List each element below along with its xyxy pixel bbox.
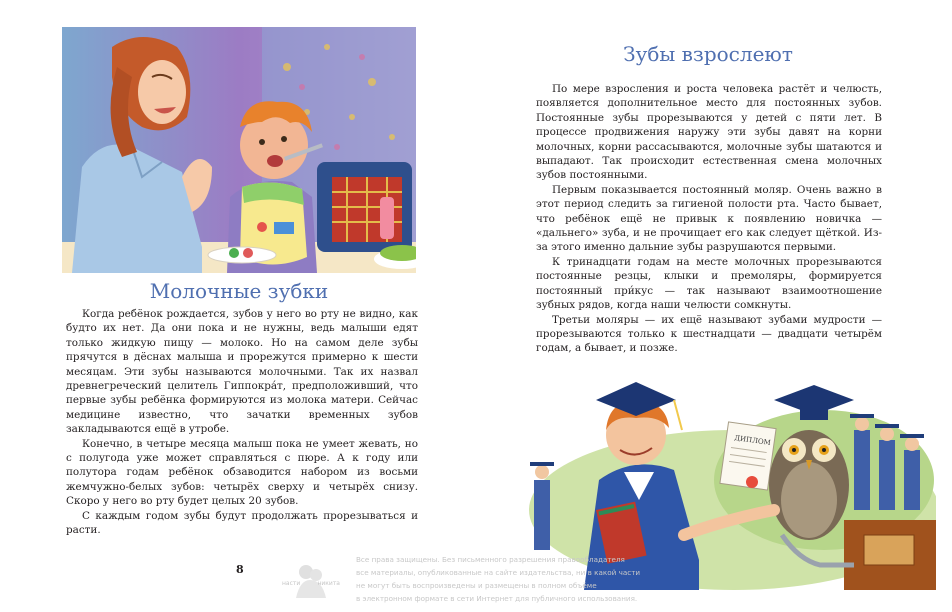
body-text	[66, 307, 418, 538]
logo-word: насти	[282, 580, 301, 587]
paragraph: Первым показывается постоянный моляр. Очень важно в этот период следить за гигиеной полости рта. Часто бывает, что ребёнок ещё не привык к появлению новичка — «дальнего» зуба, и не прочищает его как следует щёткой. Из-за этого именно дальние зубы разрушаются первыми.	[536, 183, 882, 254]
paragraph: Когда ребёнок рождается, зубов у него во рту не видно, как будто их нет. Да они пока и не нужны, ведь малыши едят только жидкую пищу — молоко. Но на самом деле зубы прячутся в дёснах малыша и прорежутся примерно к шести месяцам. Эти зубы называются молочными. Так их назвал древнегреческий целитель Гиппокра́т, предположивший, что первые зубы ребёнка формируются из молока матери. Сейчас медицине известно, что зачатки временных зубов закладываются ещё в утробе.	[66, 308, 418, 436]
paragraph: С каждым годом зубы будут продолжать прорезываться и расти.	[66, 509, 418, 537]
logo-word: никита	[317, 580, 340, 587]
page-heading: Зубы взрослеют	[623, 42, 793, 66]
paragraph: Третьи моляры — их ещё называют зубами мудрости — прорезываются только к шестнадцати — двадцати четырём годам, а бывает, и позже.	[536, 313, 882, 355]
body-text	[536, 82, 882, 356]
right-page	[356, 0, 952, 612]
page-number: 8	[236, 563, 244, 576]
mother-feeding-baby-illustration	[62, 27, 416, 273]
watermark-line: все материалы, опубликованные на сайте издательства, ни в какой части	[356, 568, 641, 577]
paragraph: По мере взросления и роста человека растёт и челюсть, появляется дополнительное место для постоянных зубов. Постоянные зубы прорезываются у детей с пяти лет. В процессе продвижения наружу эти зубы давят на корни молочных, корни рассасываются, молочные зубы шатаются и выпадают. Так происходит естественная смена молочных зубов постоянными.	[536, 83, 882, 182]
watermark-line: Все права защищены. Без письменного разрешения правообладателя	[356, 555, 625, 564]
page-heading: Молочные зубки	[149, 279, 329, 303]
copyright-watermark	[356, 553, 696, 605]
watermark-line: в электронном формате в сети Интернет для публичного использования.	[356, 594, 638, 603]
publisher-logo	[282, 558, 340, 602]
watermark-line: не могут быть воспроизведены и размещены в полном объёме	[356, 581, 597, 590]
paragraph: К тринадцати годам на месте молочных прорезываются постоянные резцы, клыки и премоляры, формируется постоянный при́кус — так называют взаимоотношение зубных рядов, когда наши челюсти сомкнуты.	[536, 255, 882, 312]
diploma-label: ДИПЛОМ	[733, 433, 772, 447]
paragraph: Конечно, в четыре месяца малыш пока не умеет жевать, но с полугода уже может справляться с пюре. А к году или полутора годам ребёнок обзаводится набором из восьми жемчужно-белых зубов: четырёх сверху и четырёх снизу. Скоро у него во рту будет целых 20 зубов.	[66, 437, 418, 508]
